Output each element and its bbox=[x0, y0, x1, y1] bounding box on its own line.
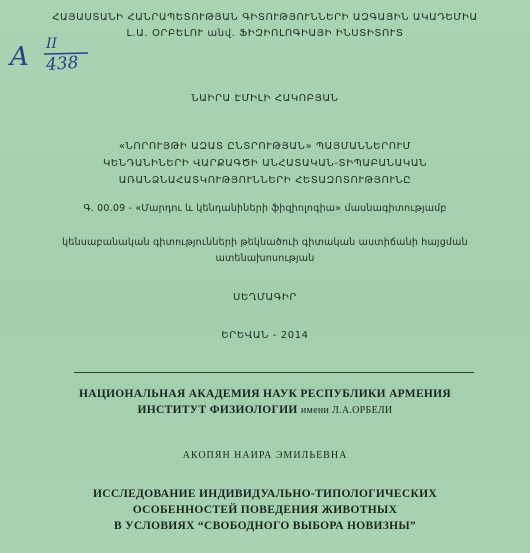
institute-suffix-russian: имени Л.А.ОРБЕЛИ bbox=[300, 405, 393, 416]
institute-name-armenian: Լ.Ա. ՕՐԲԵԼՈՒ անվ. ՖԻԶԻՈԼՈԳԻԱՅԻ ԻՆՍՏԻՏՈՒՏ bbox=[126, 28, 404, 39]
author-name-armenian: ՆԱԻՐԱ ԷՄԻԼԻ ՀԱԿՈԲՅԱՆ bbox=[191, 93, 339, 104]
title-line-armenian-1: «ՆՈՐՈՒՅԹԻ ԱԶԱՏ ԸՆՏՐՈՒԹՅԱՆ» ՊԱՅՄԱՆՆԵՐՈՒՄ bbox=[118, 141, 412, 152]
handwritten-number: 438 bbox=[45, 52, 80, 76]
handwritten-letter: A bbox=[10, 42, 29, 72]
institute-name-russian bbox=[0, 404, 530, 416]
section-divider bbox=[74, 372, 474, 373]
handwritten-roman-numeral: II bbox=[46, 36, 58, 52]
title-line-russian-3: В УСЛОВИЯХ “СВОБОДНОГО ВЫБОРА НОВИЗНЫ” bbox=[114, 520, 416, 532]
academy-name-russian: НАЦИОНАЛЬНАЯ АКАДЕМИЯ НАУК РЕСПУБЛИКИ АРМЕНИЯ bbox=[78, 388, 452, 400]
degree-line-1: կենսաբանական գիտությունների թեկնածուի գիտական աստիճանի հայցման bbox=[62, 237, 468, 248]
specialty-line: Գ. 00.09 - «Մարդու և կենդանիների ֆիզիոլոգիա» մասնագիտությամբ bbox=[83, 203, 447, 214]
degree-line-2: ատենախոսության bbox=[215, 253, 315, 264]
author-name-russian: АКОПЯН НАИРА ЭМИЛЬЕВНА bbox=[182, 450, 348, 461]
title-line-russian-1: ИССЛЕДОВАНИЕ ИНДИВИДУАЛЬНО-ТИПОЛОГИЧЕСКИХ bbox=[93, 488, 437, 500]
title-line-armenian-2: ԿԵՆԴԱՆԻՆԵՐԻ ՎԱՐՔԱԳԾԻ ԱՆՀԱՏԱԿԱՆ-ՏԻՊԱԲԱՆԱԿԱՆ bbox=[103, 158, 427, 169]
city-year-armenian: ԵՐԵՎԱՆ - 2014 bbox=[221, 330, 309, 341]
title-line-russian-2: ОСОБЕННОСТЕЙ ПОВЕДЕНИЯ ЖИВОТНЫХ bbox=[132, 504, 398, 516]
academy-name-armenian: ՀԱՅԱՍՏԱՆԻ ՀԱՆՐԱՊԵՏՈՒԹՅԱՆ ԳԻՏՈՒԹՅՈՒՆՆԵՐԻ ԱԶԳԱՅԻՆ ԱԿԱԴԵՄԻԱ bbox=[52, 12, 478, 23]
handwritten-catalog-mark bbox=[10, 36, 100, 86]
document-type-armenian: ՍԵՂՄԱԳԻՐ bbox=[233, 292, 297, 303]
institute-prefix-russian: ИНСТИТУТ ФИЗИОЛОГИИ bbox=[137, 404, 298, 416]
title-line-armenian-3: ԱՌԱՆՁՆԱՀԱՏԿՈՒԹՅՈՒՆՆԵՐԻ ՀԵՏԱԶՈՏՈՒԹՅՈՒՆԸ bbox=[118, 175, 412, 186]
